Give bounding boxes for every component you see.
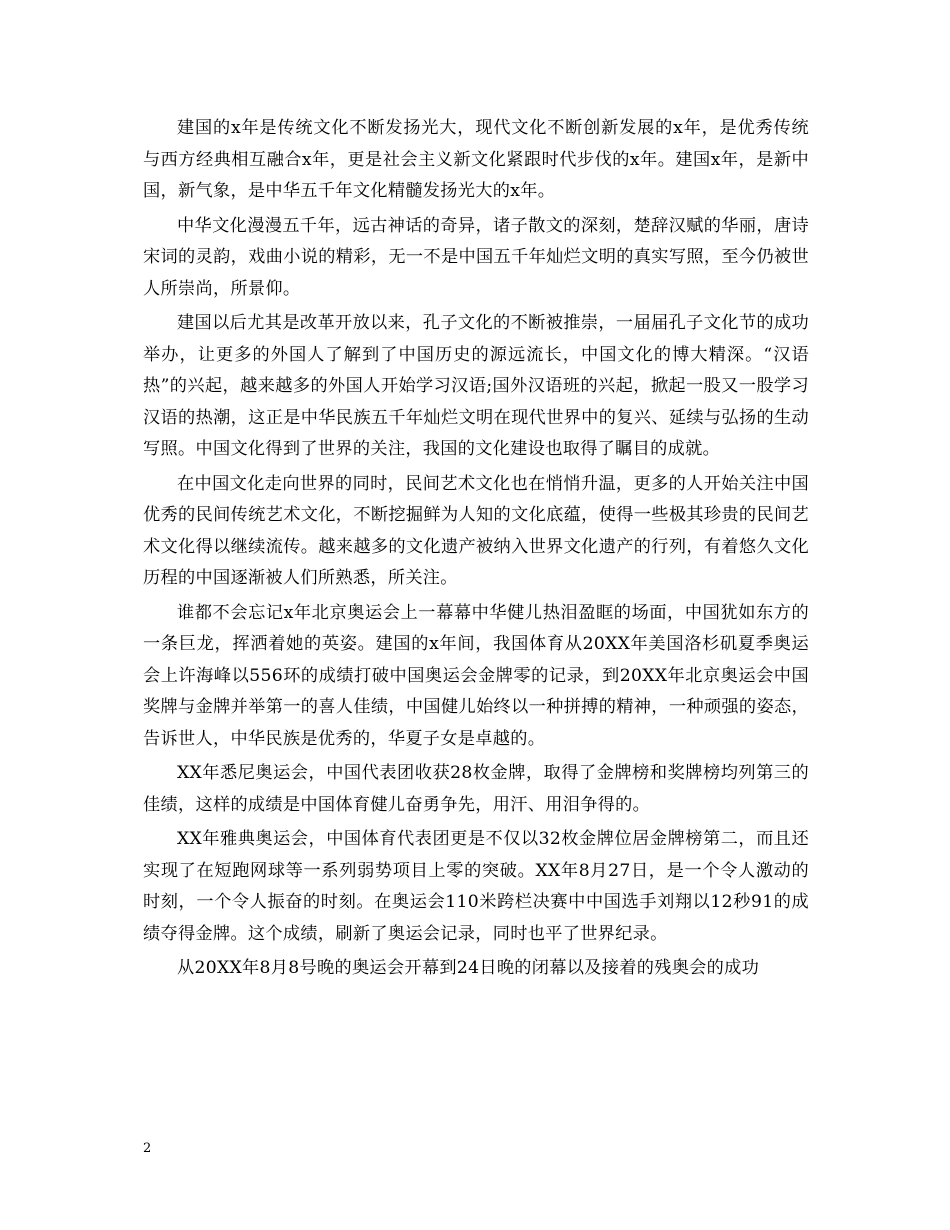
paragraph-2: 中华文化漫漫五千年，远古神话的奇异，诸子散文的深刻，楚辞汉赋的华丽，唐诗宋词的灵韵，戏曲小说的精彩，无一不是中国五千年灿烂文明的真实写照，至今仍被世人所崇尚，所景仰。 (143, 215, 809, 299)
page-number: 2 (143, 1141, 152, 1156)
paragraph-3: 建国以后尤其是改革开放以来，孔子文化的不断被推崇，一届届孔子文化节的成功举办，让更多的外国人了解到了中国历史的源远流长，中国文化的博大精深。“汉语热”的兴起，越来越多的外国人开始学习汉语;国外汉语班的兴起，掀起一股又一股学习汉语的热潮，这正是中华民族五千年灿烂文明在现代世界中的复兴、延续与弘扬的生动写照。中国文化得到了世界的关注，我国的文化建设也取得了瞩目的成就。 (143, 313, 809, 459)
paragraph-7: XX年雅典奥运会，中国体育代表团更是不仅以32枚金牌位居金牌榜第二，而且还实现了在短跑网球等一系列弱势项目上零的突破。XX年8月27日，是一个令人激动的时刻，一个令人振奋的时刻。在奥运会110米跨栏决赛中中国选手刘翔以12秒91的成绩夺得金牌。这个成绩，刷新了奥运会记录，同时也平了世界纪录。 (143, 829, 809, 944)
paragraph-8: 从20XX年8月8号晚的奥运会开幕到24日晚的闭幕以及接着的残奥会的成功 (177, 958, 760, 978)
paragraph-1: 建国的x年是传统文化不断发扬光大，现代文化不断创新发展的x年，是优秀传统与西方经典相互融合x年，更是社会主义新文化紧跟时代步伐的x年。建国x年，是新中国，新气象，是中华五千年文化精髓发扬光大的x年。 (143, 118, 809, 201)
paragraph-4: 在中国文化走向世界的同时，民间艺术文化也在悄悄升温，更多的人开始关注中国优秀的民间传统艺术文化，不断挖掘鲜为人知的文化底蕴，使得一些极其珍贵的民间艺术文化得以继续流传。越来越多的文化遗产被纳入世界文化遗产的行列，有着悠久文化历程的中国逐渐被人们所熟悉，所关注。 (143, 473, 809, 588)
paragraph-6: XX年悉尼奥运会，中国代表团收获28枚金牌，取得了金牌榜和奖牌榜均列第三的佳绩，这样的成绩是中国体育健儿奋勇争先，用汗、用泪争得的。 (143, 763, 809, 815)
document-body (143, 113, 809, 988)
paragraph-5: 谁都不会忘记x年北京奥运会上一幕幕中华健儿热泪盈眶的场面，中国犹如东方的一条巨龙，挥洒着她的英姿。建国的x年间，我国体育从20XX年美国洛杉矶夏季奥运会上许海峰以556环的成绩打破中国奥运会金牌零的记录，到20XX年北京奥运会中国奖牌与金牌并举第一的喜人佳绩，中国健儿始终以一种拼搏的精神，一种顽强的姿态，告诉世人，中华民族是优秀的，华夏子女是卓越的。 (143, 602, 809, 749)
